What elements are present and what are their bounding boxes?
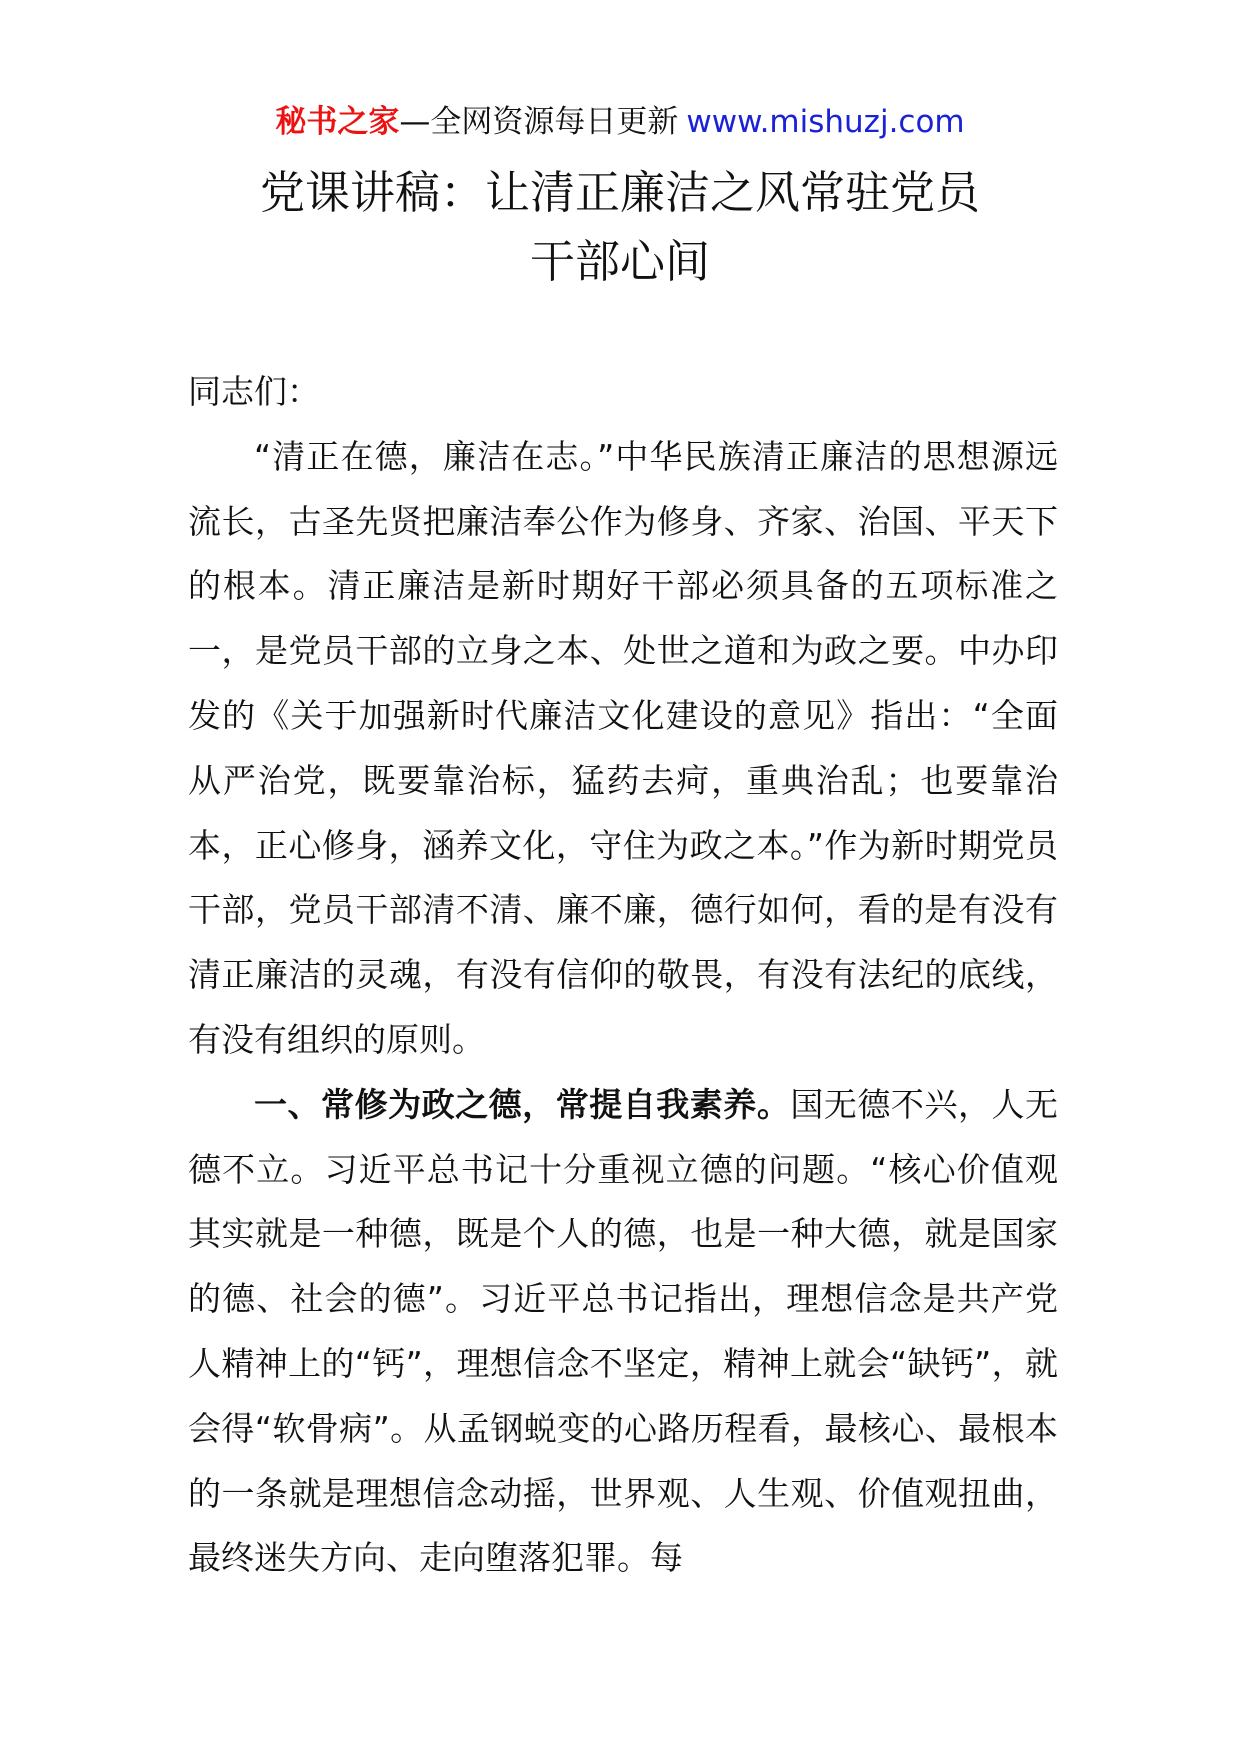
paragraph-section-one [188,1073,1058,1591]
section-text: 国无德不兴，人无德不立。习近平总书记十分重视立德的问题。“核心价值观其实就是一种德，既是个人的德，也是一种大德，就是国家的德、社会的德”。习近平总书记指出，理想信念是共产党人精神上的“钙”，理想信念不坚定，精神上就会“缺钙”，就会得“软骨病”。从孟钢蜕变的心路历程看，最核心、最根本的一条就是理想信念动摇，世界观、人生观、价值观扭曲，最终迷失方向、走向堕落犯罪。每 [188,1084,1059,1578]
salutation: 同志们： [188,372,320,411]
brand-name: 秘书之家 [275,104,400,140]
header-tagline: —全网资源每日更新 [399,104,679,140]
document-title-line-2: 干部心间 [529,235,710,288]
document-body [188,360,1058,1591]
section-heading: 一、常修为政之德，常提自我素养。 [254,1084,791,1124]
document-title-line-1: 党课讲稿：让清正廉洁之风常驻党员 [259,166,980,219]
source-header [0,100,1240,144]
site-url-link[interactable]: www.mishuzj.com [686,104,965,140]
paragraph-intro: “清正在德，廉洁在志。”中华民族清正廉洁的思想源远流长，古圣先贤把廉洁奉公作为修身、齐家、治国、平天下的根本。清正廉洁是新时期好干部必须具备的五项标准之一，是党员干部的立身之本、处世之道和为政之要。中办印发的《关于加强新时代廉洁文化建设的意见》指出：“全面从严治党，既要靠治标，猛药去疴，重典治乱；也要靠治本，正心修身，涵养文化，守住为政之本。”作为新时期党员干部，党员干部清不清、廉不廉，德行如何，看的是有没有清正廉洁的灵魂，有没有信仰的敬畏，有没有法纪的底线，有没有组织的原则。 [188,436,1058,1059]
